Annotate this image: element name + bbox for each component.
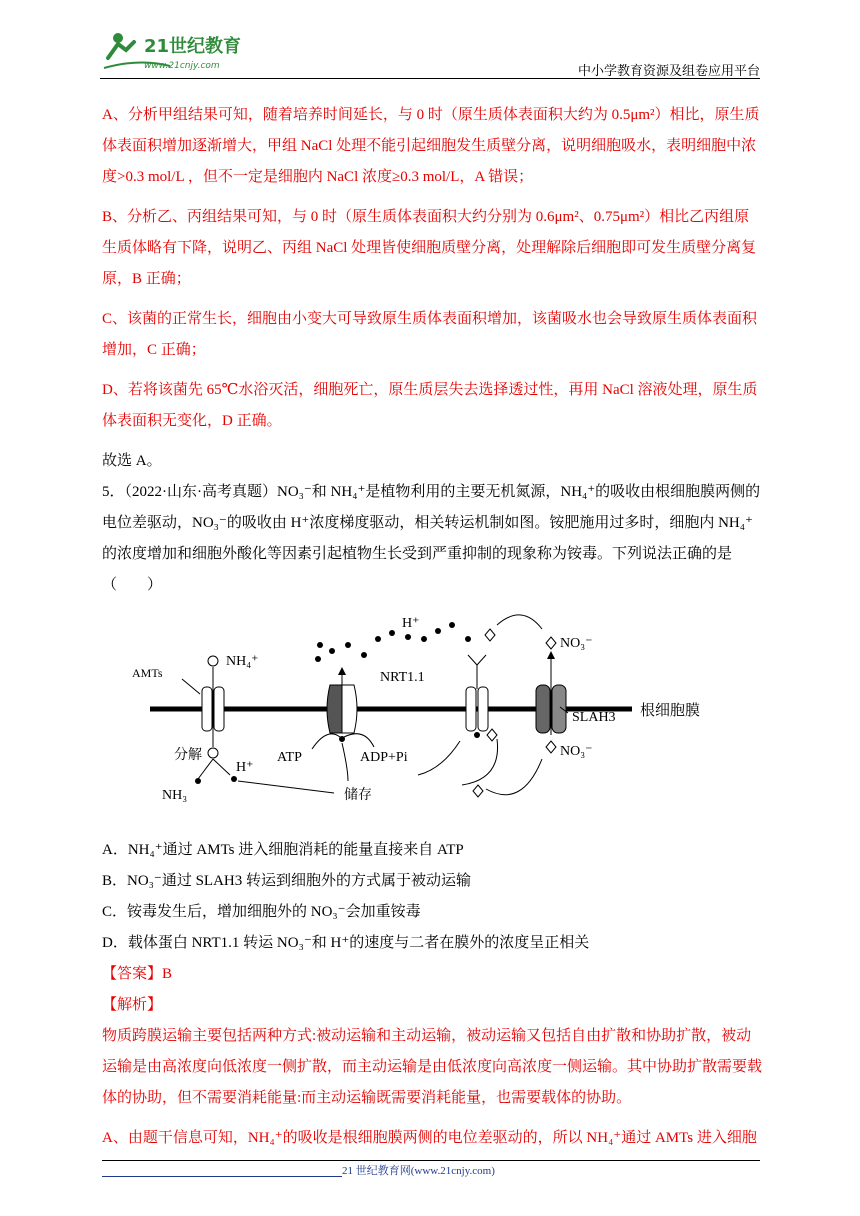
decompose-label: 分解 (174, 748, 202, 763)
footer-underline (102, 1176, 342, 1177)
explanation-d: D、若将该菌先 65℃水浴灭活，细胞死亡，原生质层失去选择透过性，再用 NaCl 溶液处理，原生质体表面积无变化，D 正确。 (102, 382, 758, 429)
adp-label: ADP+Pi (360, 750, 408, 765)
option-c: C．铵毒发生后，增加细胞外的 NO₃⁻会加重铵毒 (102, 904, 421, 920)
atp-label: ATP (277, 750, 302, 765)
amts-label: AMTs (132, 666, 163, 680)
choose-line: 故选 A。 (102, 453, 162, 469)
no3-bottom-label: NO₃⁻ (560, 744, 593, 759)
nh4-label: NH₄⁺ (226, 654, 259, 669)
footer-divider (102, 1160, 760, 1161)
storage-label: 储存 (344, 788, 372, 803)
explanation-c: C、该菌的正常生长，细胞由小变大可导致原生质体表面积增加，该菌吸水也会导致原生质体表面积增加，C 正确； (102, 311, 758, 358)
explanation-a: A、分析甲组结果可知，随着培养时间延长，与 0 时（原生质体表面积大约为 0.5μm²）相比，原生质体表面积增加逐渐增大，甲组 NaCl 处理不能引起细胞发生质壁分离，说明细胞吸水，表明细胞中浓度>0.3 mol/L ，但不一定是细胞内 NaCl 浓度≥0.3 mol/L，A 错误； (102, 107, 760, 185)
answer-line: 【答案】B (102, 966, 173, 982)
analysis-general: 物质跨膜运输主要包括两种方式:被动运输和主动运输，被动运输又包括自由扩散和协助扩散，被动运输是由高浓度向低浓度一侧扩散，而主动运输是由低浓度向高浓度一侧运输。其中协助扩散需要载体的协助，但不需要消耗能量:而主动运输既需要消耗能量，也需要载体的协助。 (102, 1028, 763, 1106)
svg-text:21世纪教育: 21世纪教育 (144, 36, 242, 57)
page-footer (102, 1160, 760, 1177)
nrt-label: NRT1.1 (380, 670, 425, 685)
no3-top-label: NO₃⁻ (560, 636, 593, 651)
hplus-left-label: H⁺ (236, 760, 254, 775)
hplus-top-label: H⁺ (402, 616, 420, 631)
analysis-a: A、由题干信息可知，NH₄⁺的吸收是根细胞膜两侧的电位差驱动的，所以 NH₄⁺通过 AMTs 进入细胞 (102, 1130, 757, 1146)
platform-name: 中小学教育资源及组卷应用平台 (577, 64, 760, 79)
option-a: A．NH₄⁺通过 AMTs 进入细胞消耗的能量直接来自 ATP (102, 842, 464, 858)
site-logo (100, 28, 260, 74)
analysis-title: 【解析】 (102, 997, 163, 1013)
nh3-label: NH₃ (162, 788, 188, 803)
footer-site[interactable]: 21 世纪教育网(www.21cnjy.com) (342, 1165, 495, 1177)
document-body (102, 100, 762, 1163)
transport-diagram (102, 609, 762, 819)
option-b: B．NO₃⁻通过 SLAH3 转运到细胞外的方式属于被动运输 (102, 873, 471, 889)
header-divider (100, 78, 760, 79)
question-5: 5．（2022·山东·高考真题）NO₃⁻和 NH₄⁺是植物利用的主要无机氮源，NH₄⁺的吸收由根细胞膜两侧的电位差驱动，NO₃⁻的吸收由 H⁺浓度梯度驱动，相关转运机制如图。铵肥施用过多时，细胞内 NH₄⁺的浓度增加和细胞外酸化等因素引起植物生长受到严重抑制的现象称为铵毒。下列说法正确的是（ ） (102, 484, 761, 593)
svg-text:www.21cnjy.com: www.21cnjy.com (144, 61, 220, 71)
membrane-label: 根细胞膜 (640, 703, 701, 719)
page-header (100, 28, 760, 80)
proton-dots (315, 622, 471, 662)
option-d: D．载体蛋白 NRT1.1 转运 NO₃⁻和 H⁺的速度与二者在膜外的浓度呈正相关 (102, 935, 590, 951)
explanation-b: B、分析乙、丙组结果可知，与 0 时（原生质体表面积大约分别为 0.6μm²、0.75μm²）相比乙丙组原生质体略有下降，说明乙、丙组 NaCl 处理皆使细胞质壁分离，处理解除后细胞即可发生质壁分离复原，B 正确； (102, 209, 757, 287)
slah3-label: SLAH3 (572, 710, 616, 725)
